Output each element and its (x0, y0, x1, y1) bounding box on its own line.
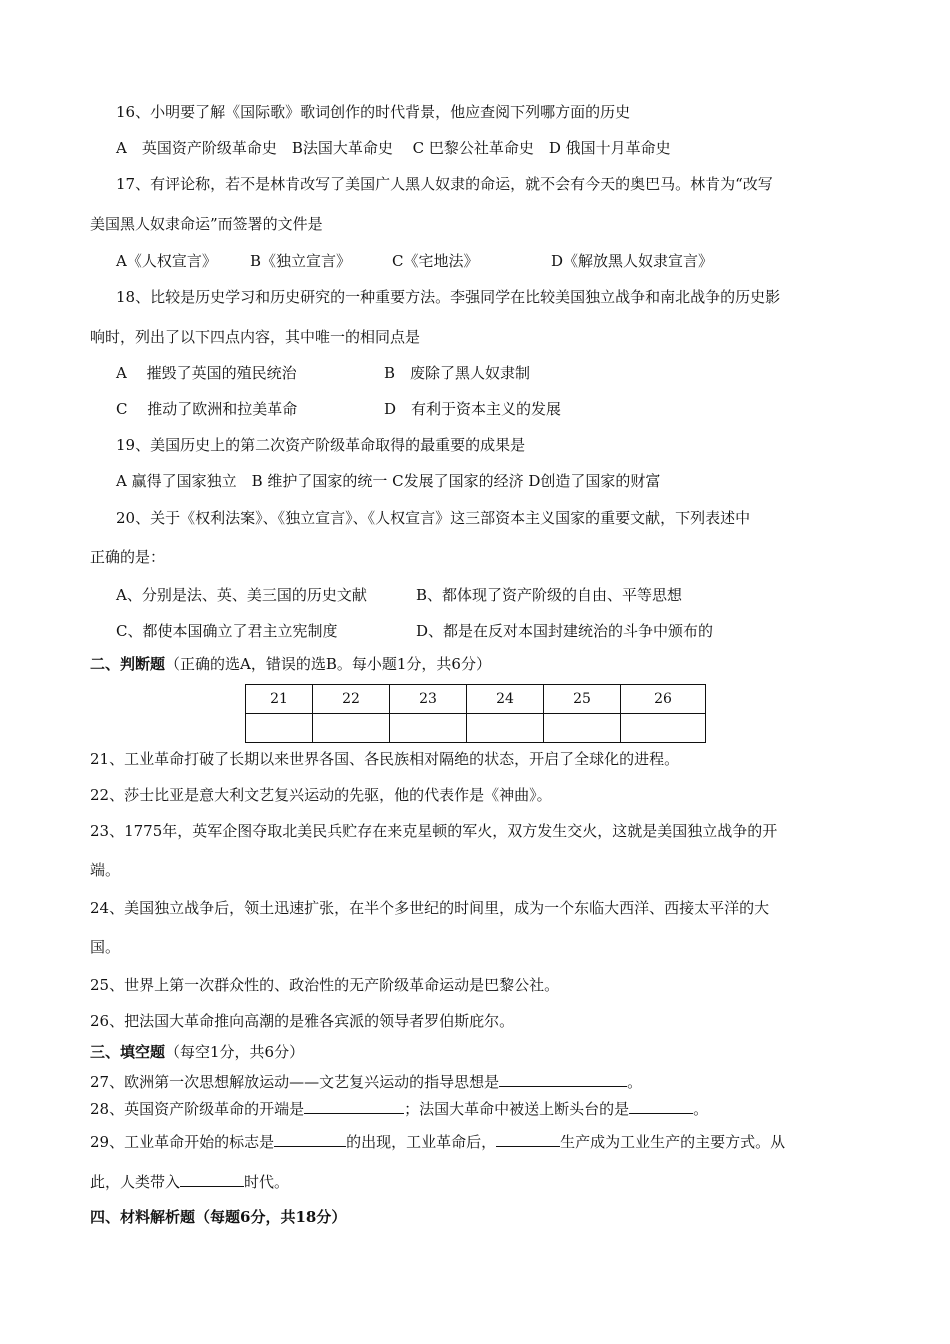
q18-option-d: D 有利于资本主义的发展 (384, 400, 562, 418)
q27-end: 。 (627, 1073, 643, 1091)
q22-text: 22、莎士比亚是意大利文艺复兴运动的先驱，他的代表作是《神曲》。 (90, 786, 552, 804)
q29-blank-3[interactable] (180, 1170, 244, 1187)
q20-stem-line1: 20、关于《权利法案》、《独立宣言》、《人权宣言》这三部资本主义国家的重要文献，下列表述中 (116, 509, 751, 527)
judge-section-heading (90, 654, 491, 674)
judge-heading-title: 二、判断题 (90, 655, 166, 673)
fill-heading-note: （每空1分，共6分） (165, 1043, 305, 1061)
material-section-heading: 四、材料解析题（每题6分，共18分） (90, 1208, 347, 1226)
q29-line1 (90, 1130, 785, 1152)
judge-answer-table (245, 684, 706, 743)
q18-option-b: B 废除了黑人奴隶制 (384, 364, 531, 382)
q18-option-a: A 摧毁了英国的殖民统治 (116, 364, 297, 382)
q23-text-line1: 23、1775年，英军企图夺取北美民兵贮存在来克星顿的军火，双方发生交火，这就是美国独立战争的开 (90, 822, 778, 840)
q16-stem: 16、小明要了解《国际歌》歌词创作的时代背景，他应查阅下列哪方面的历史 (116, 103, 631, 121)
q29-text-d: 此，人类带入 (90, 1173, 181, 1191)
q29-blank-1[interactable] (274, 1130, 346, 1147)
answer-header-21: 21 (246, 685, 313, 714)
q20-option-d: D、都是在反对本国封建统治的斗争中颁布的 (416, 622, 714, 640)
q23-text-line2: 端。 (90, 861, 121, 879)
q20-option-a: A、分别是法、英、美三国的历史文献 (116, 586, 367, 604)
q29-text-c: 生产成为工业生产的主要方式。从 (560, 1133, 786, 1151)
q19-options: A 赢得了国家独立 B 维护了国家的统一 C发展了国家的经济 D创造了国家的财富 (116, 472, 661, 490)
fill-section-heading (90, 1042, 304, 1062)
q16-options: A 英国资产阶级革命史 B法国大革命史 C 巴黎公社革命史 D 俄国十月革命史 (116, 139, 671, 157)
answer-cell-25[interactable] (544, 714, 621, 743)
q28-line (90, 1097, 708, 1119)
q29-blank-2[interactable] (496, 1130, 560, 1147)
answer-header-22: 22 (313, 685, 390, 714)
answer-cell-21[interactable] (246, 714, 313, 743)
q28-blank-1[interactable] (304, 1097, 404, 1114)
q17-stem-line2: 美国黑人奴隶命运”而签署的文件是 (90, 215, 323, 233)
q27-line (90, 1070, 642, 1092)
q18-stem-line1: 18、比较是历史学习和历史研究的一种重要方法。李强同学在比较美国独立战争和南北战争的历史影 (116, 288, 781, 306)
q24-text-line1: 24、美国独立战争后，领土迅速扩张，在半个多世纪的时间里，成为一个东临大西洋、西接太平洋的大 (90, 899, 770, 917)
answer-table-header-row (246, 685, 706, 714)
q28-text-b: ；法国大革命中被送上断头台的是 (404, 1100, 630, 1118)
answer-cell-23[interactable] (390, 714, 467, 743)
q19-stem: 19、美国历史上的第二次资产阶级革命取得的最重要的成果是 (116, 436, 526, 454)
q17-option-c: C《宅地法》 (392, 252, 479, 270)
answer-cell-22[interactable] (313, 714, 390, 743)
fill-heading-title: 三、填空题 (90, 1043, 166, 1061)
q24-text-line2: 国。 (90, 938, 121, 956)
q28-blank-2[interactable] (629, 1097, 693, 1114)
q29-text-e: 时代。 (244, 1173, 290, 1191)
q17-option-d: D《解放黑人奴隶宣言》 (551, 252, 714, 270)
q29-line2 (90, 1170, 289, 1192)
q29-text-a: 29、工业革命开始的标志是 (90, 1133, 275, 1151)
q18-option-c: C 推动了欧洲和拉美革命 (116, 400, 298, 418)
answer-table-input-row (246, 714, 706, 743)
judge-heading-note: （正确的选A，错误的选B。每小题1分，共6分） (165, 655, 491, 673)
q17-option-b: B《独立宣言》 (250, 252, 352, 270)
answer-header-23: 23 (390, 685, 467, 714)
q25-text: 25、世界上第一次群众性的、政治性的无产阶级革命运动是巴黎公社。 (90, 976, 560, 994)
q20-option-b: B、都体现了资产阶级的自由、平等思想 (416, 586, 683, 604)
q27-text: 27、欧洲第一次思想解放运动——文艺复兴运动的指导思想是 (90, 1073, 500, 1091)
answer-header-25: 25 (544, 685, 621, 714)
answer-cell-24[interactable] (467, 714, 544, 743)
q27-blank[interactable] (499, 1070, 627, 1087)
answer-cell-26[interactable] (621, 714, 706, 743)
q18-stem-line2: 响时，列出了以下四点内容，其中唯一的相同点是 (90, 328, 421, 346)
q21-text: 21、工业革命打破了长期以来世界各国、各民族相对隔绝的状态，开启了全球化的进程。 (90, 750, 680, 768)
q28-text-a: 28、英国资产阶级革命的开端是 (90, 1100, 305, 1118)
q26-text: 26、把法国大革命推向高潮的是雅各宾派的领导者罗伯斯庇尔。 (90, 1012, 515, 1030)
q17-stem-line1: 17、有评论称，若不是林肯改写了美国广人黑人奴隶的命运，就不会有今天的奥巴马。林肯为“改写 (116, 175, 773, 193)
answer-header-24: 24 (467, 685, 544, 714)
answer-header-26: 26 (621, 685, 706, 714)
q17-option-a: A《人权宣言》 (116, 252, 217, 270)
q28-end: 。 (693, 1100, 709, 1118)
q29-text-b: 的出现，工业革命后， (346, 1133, 497, 1151)
q20-option-c: C、都使本国确立了君主立宪制度 (116, 622, 338, 640)
q20-stem-line2: 正确的是： (90, 548, 166, 566)
